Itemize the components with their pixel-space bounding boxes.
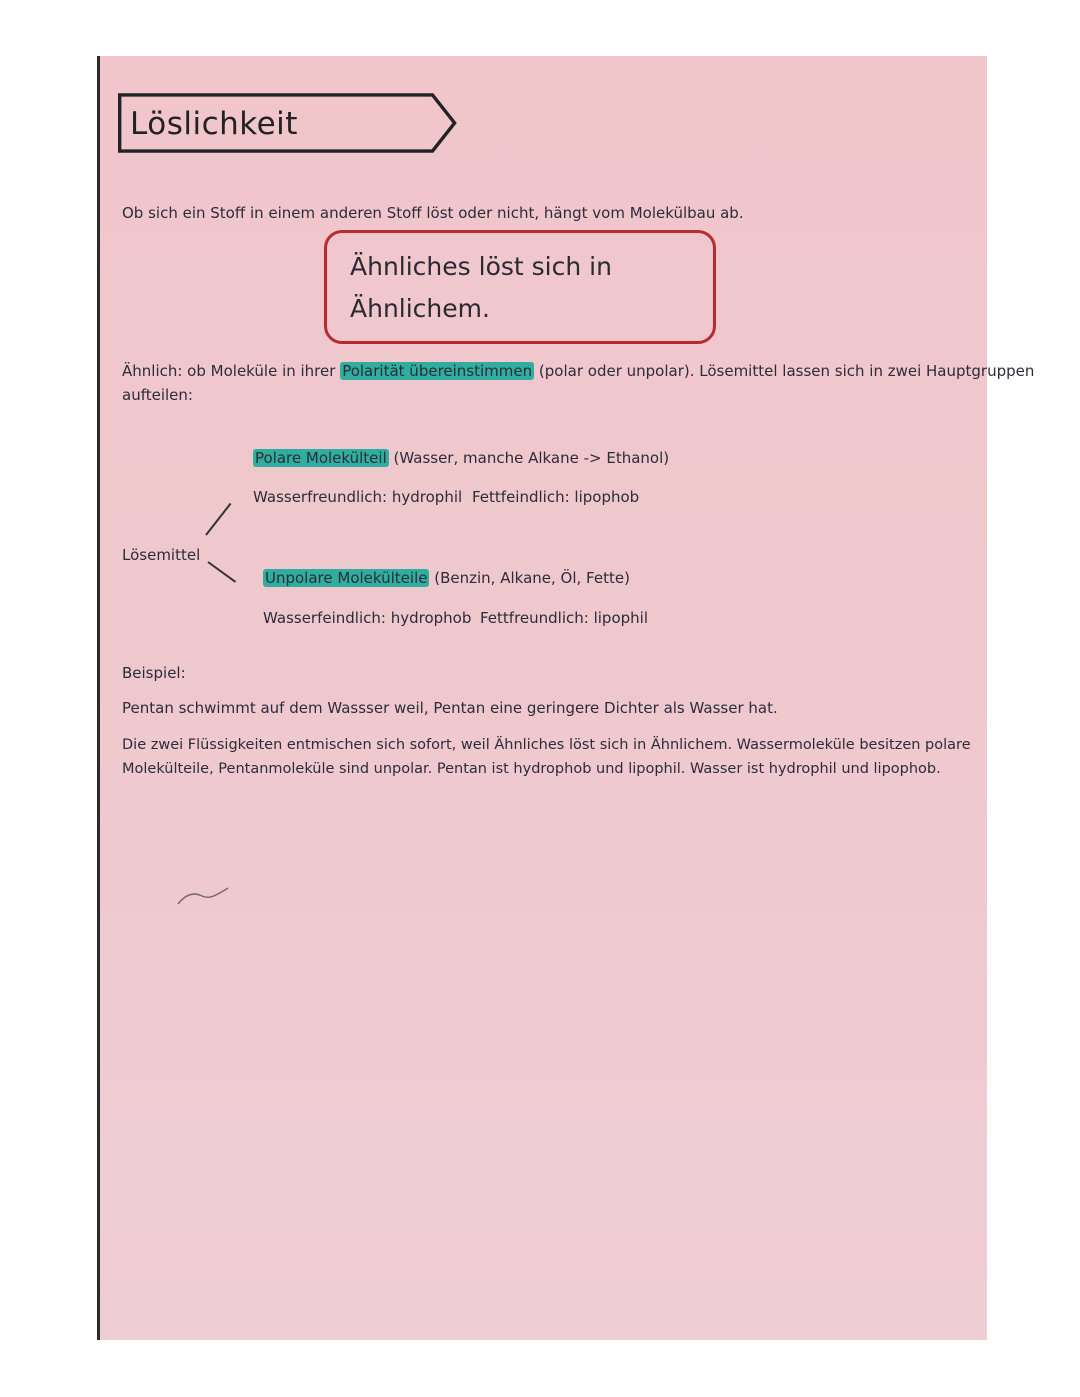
definition-line-1 [122,362,1034,380]
rule-line-2: Ähnlichem. [350,294,490,323]
example-line-3: Molekülteile, Pentanmoleküle sind unpolar. Pentan ist hydrophob und lipophil. Wasser ist hydrophil und lipophob. [122,761,941,777]
page-title: Löslichkeit [130,106,298,142]
unpolar-prop-2: Fettfreundlich: lipophil [480,609,648,627]
example-line-1: Pentan schwimmt auf dem Wassser weil, Pentan eine geringere Dichter als Wasser hat. [122,699,778,717]
rule-line-1: Ähnliches löst sich in [350,252,612,281]
notebook-page [97,56,1035,1340]
highlight-polar: Polare Molekülteil [255,449,387,467]
definition-line-2: aufteilen: [122,386,193,404]
branch-line-down [207,561,236,583]
rule-box [324,230,716,344]
unpolar-heading [263,569,630,587]
branch-line-up [205,503,231,536]
example-heading: Beispiel: [122,664,186,682]
highlight-unpolar: Unpolare Molekülteile [265,569,428,587]
unpolar-prop-1: Wasserfeindlich: hydrophob [263,609,472,627]
highlight-polarity: Polarität übereinstimmen [342,362,533,380]
polar-examples: (Wasser, manche Alkane -> Ethanol) [393,449,670,467]
definition-suffix: (polar oder unpolar). Lösemittel lassen sich in zwei Hauptgruppen [538,362,1035,380]
unpolar-examples: (Benzin, Alkane, Öl, Fette) [434,569,630,587]
pen-scribble [176,884,236,910]
diagram-root: Lösemittel [122,546,201,564]
polar-prop-2: Fettfeindlich: lipophob [472,488,640,506]
definition-prefix: Ähnlich: ob Moleküle in ihrer [122,362,336,380]
example-line-2: Die zwei Flüssigkeiten entmischen sich sofort, weil Ähnliches löst sich in Ähnlichem. Wassermoleküle besitzen polare [122,737,971,753]
polar-prop-1: Wasserfreundlich: hydrophil [253,488,463,506]
intro-text: Ob sich ein Stoff in einem anderen Stoff löst oder nicht, hängt vom Molekülbau ab. [122,204,744,222]
polar-heading [253,449,669,467]
